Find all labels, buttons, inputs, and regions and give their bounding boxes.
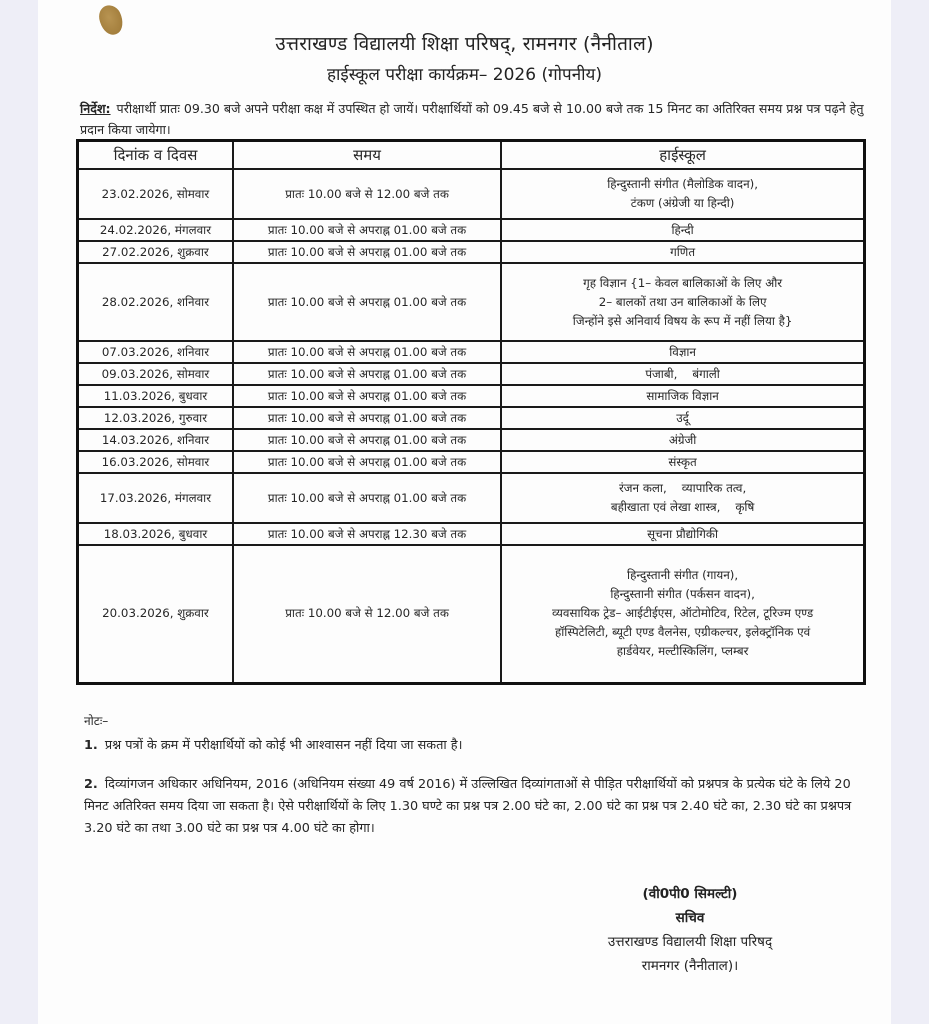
- signatory-designation: सचिव: [675, 910, 705, 926]
- table-row: [78, 385, 865, 407]
- header-highschool: हाईस्कूल: [501, 141, 864, 170]
- cell-subjects: [501, 523, 864, 545]
- cell-subjects: [501, 545, 864, 683]
- cell-date-day: 27.02.2026, शुक्रवार: [78, 241, 233, 263]
- note-item: [84, 736, 864, 756]
- cell-time: प्रातः 10.00 बजे से 12.00 बजे तक: [233, 545, 501, 683]
- cell-date-day: 09.03.2026, सोमवार: [78, 363, 233, 385]
- instruction-text: परीक्षार्थी प्रातः 09.30 बजे अपने परीक्षा कक्ष में उपस्थित हो जायें। परीक्षार्थियों को 09.45 बजे से 10.00 बजे तक 15 मिनट का अतिरिक्त समय प्रश्न पत्र पढ़ने हेतु प्रदान किया जायेगा।: [80, 101, 864, 137]
- table-row: [78, 451, 865, 473]
- table-row: [78, 429, 865, 451]
- table-row: [78, 545, 865, 683]
- cell-time: प्रातः 10.00 बजे से अपराह्न 12.30 बजे तक: [233, 523, 501, 545]
- cell-date-day: 28.02.2026, शनिवार: [78, 263, 233, 341]
- note-text: दिव्यांगजन अधिकार अधिनियम, 2016 (अधिनियम संख्या 49 वर्ष 2016) में उल्लिखित दिव्यांगताओं से पीड़ित परीक्षार्थियों को प्रश्नपत्र के प्रत्येक घंटे के लिये 20 मिनट अतिरिक्त समय दिया जा सकता है। ऐसे परीक्षार्थियों के लिए 1.30 घण्टे का प्रश्न पत्र 2.00 घंटे का, 2.00 घंटे का प्रश्न पत्र 2.40 घंटे का, 2.30 घंटे का प्रश्नपत्र 3.20 घंटे का तथा 3.00 घंटे का प्रश्न पत्र 4.00 घंटे का होगा।: [84, 777, 852, 836]
- cell-time: प्रातः 10.00 बजे से अपराह्न 01.00 बजे तक: [233, 219, 501, 241]
- table-header-row: [78, 141, 865, 170]
- cell-time: प्रातः 10.00 बजे से 12.00 बजे तक: [233, 169, 501, 219]
- note-text: प्रश्न पत्रों के क्रम में परीक्षार्थियों को कोई भी आश्वासन नहीं दिया जा सकता है।: [104, 738, 463, 753]
- cell-time: प्रातः 10.00 बजे से अपराह्न 01.00 बजे तक: [233, 263, 501, 341]
- cell-time: प्रातः 10.00 बजे से अपराह्न 01.00 बजे तक: [233, 473, 501, 523]
- cell-date-day: 12.03.2026, गुरुवार: [78, 407, 233, 429]
- note-item: [84, 774, 864, 840]
- cell-time: प्रातः 10.00 बजे से अपराह्न 01.00 बजे तक: [233, 385, 501, 407]
- cell-date-day: 18.03.2026, बुधवार: [78, 523, 233, 545]
- subject-line: रंजन कला, व्यापारिक तत्व,: [618, 481, 747, 495]
- table-row: [78, 473, 865, 523]
- cell-subjects: [501, 407, 864, 429]
- document-heading: उत्तराखण्ड विद्यालयी शिक्षा परिषद्, रामनगर (नैनीताल): [275, 33, 654, 55]
- subject-line: विज्ञान: [669, 344, 696, 359]
- subject-line: हार्डवेयर, मल्टीस्किलिंग, प्लम्बर: [616, 644, 749, 659]
- note-number: 2.: [84, 777, 98, 792]
- cell-date-day: 16.03.2026, सोमवार: [78, 451, 233, 473]
- cell-time: प्रातः 10.00 बजे से अपराह्न 01.00 बजे तक: [233, 451, 501, 473]
- cell-subjects: [501, 219, 864, 241]
- cell-subjects: [501, 385, 864, 407]
- subject-line: हिन्दुस्तानी संगीत (पर्कसन वादन),: [610, 587, 755, 602]
- cell-subjects: [501, 429, 864, 451]
- table-body: [78, 169, 865, 683]
- table-row: [78, 363, 865, 385]
- cell-date-day: 14.03.2026, शनिवार: [78, 429, 233, 451]
- subject-line: अंग्रेजी: [668, 432, 697, 447]
- cell-subjects: [501, 473, 864, 523]
- cell-subjects: [501, 451, 864, 473]
- subject-line: सामाजिक विज्ञान: [646, 388, 719, 403]
- subject-line: संस्कृत: [668, 454, 697, 469]
- cell-date-day: 11.03.2026, बुधवार: [78, 385, 233, 407]
- cell-subjects: [501, 263, 864, 341]
- cell-subjects: [501, 169, 864, 219]
- header-date-day: दिनांक व दिवस: [78, 141, 233, 170]
- table-row: [78, 263, 865, 341]
- table-row: [78, 169, 865, 219]
- subject-line: पंजाबी, बंगाली: [645, 366, 720, 381]
- cell-date-day: 20.03.2026, शुक्रवार: [78, 545, 233, 683]
- subject-line: हॉस्पिटेलिटी, ब्यूटी एण्ड वैलनेस, एग्रीकल्चर, इलेक्ट्रॉनिक एवं: [554, 625, 811, 640]
- subject-line: हिन्दुस्तानी संगीत (मैलोडिक वादन),: [607, 177, 758, 191]
- cell-time: प्रातः 10.00 बजे से अपराह्न 01.00 बजे तक: [233, 429, 501, 451]
- subject-line: उर्दू: [676, 410, 689, 425]
- table-row: [78, 523, 865, 545]
- cell-subjects: [501, 341, 864, 363]
- cell-time: प्रातः 10.00 बजे से अपराह्न 01.00 बजे तक: [233, 341, 501, 363]
- signatory-place: रामनगर (नैनीताल)।: [641, 958, 739, 974]
- subject-line: टंकण (अंग्रेजी या हिन्दी): [630, 196, 735, 210]
- subject-line: हिन्दी: [671, 222, 694, 237]
- document-subheading: हाईस्कूल परीक्षा कार्यक्रम– 2026 (गोपनीय): [326, 65, 603, 85]
- subject-line: गृह विज्ञान {1– केवल बालिकाओं के लिए और: [583, 275, 783, 290]
- note-number: 1.: [84, 738, 98, 753]
- table-row: [78, 241, 865, 263]
- signatory-name: (वी0पी0 सिमल्टी): [642, 886, 738, 902]
- cell-time: प्रातः 10.00 बजे से अपराह्न 01.00 बजे तक: [233, 407, 501, 429]
- subject-line: 2– बालकों तथा उन बालिकाओं के लिए: [598, 294, 767, 309]
- notes-title: नोटः–: [84, 714, 109, 728]
- notes-section: [84, 712, 864, 840]
- signature-block: [560, 882, 820, 978]
- cell-date-day: 24.02.2026, मंगलवार: [78, 219, 233, 241]
- cell-time: प्रातः 10.00 बजे से अपराह्न 01.00 बजे तक: [233, 363, 501, 385]
- table-row: [78, 341, 865, 363]
- cell-subjects: [501, 241, 864, 263]
- cell-time: प्रातः 10.00 बजे से अपराह्न 01.00 बजे तक: [233, 241, 501, 263]
- cell-date-day: 23.02.2026, सोमवार: [78, 169, 233, 219]
- exam-schedule-table: [76, 139, 866, 685]
- instruction-paragraph: [80, 98, 870, 140]
- cell-date-day: 17.03.2026, मंगलवार: [78, 473, 233, 523]
- subject-line: बहीखाता एवं लेखा शास्त्र, कृषि: [610, 500, 755, 514]
- table-row: [78, 407, 865, 429]
- table-row: [78, 219, 865, 241]
- instruction-label: निर्देश:: [80, 101, 111, 116]
- subject-line: हिन्दुस्तानी संगीत (गायन),: [627, 568, 739, 583]
- subject-line: जिन्होंने इसे अनिवार्य विषय के रूप में नहीं लिया है}: [572, 313, 793, 328]
- subject-line: सूचना प्रौद्योगिकी: [647, 526, 719, 541]
- cell-date-day: 07.03.2026, शनिवार: [78, 341, 233, 363]
- subject-line: व्यवसायिक ट्रेड– आईटीईएस, ऑटोमोटिव, रिटेल, टूरिज्म एण्ड: [552, 606, 814, 621]
- cell-subjects: [501, 363, 864, 385]
- subject-line: गणित: [670, 244, 696, 259]
- header-time: समय: [233, 141, 501, 170]
- signatory-organization: उत्तराखण्ड विद्यालयी शिक्षा परिषद्: [607, 934, 773, 950]
